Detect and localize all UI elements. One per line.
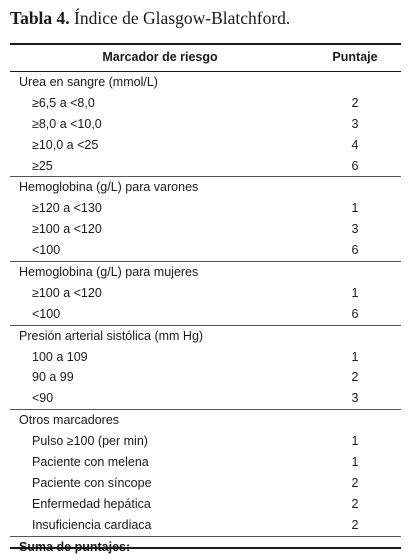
table-row [0,114,411,135]
table-body [0,72,411,557]
group-title: Hemoglobina (g/L) para mujeres [19,265,199,280]
table-row [0,347,411,368]
group-title: Presión arterial sistólica (mm Hg) [19,328,204,343]
group-title: Otros marcadores [19,413,120,428]
row-score: 6 [351,306,359,321]
row-score: 1 [351,201,359,216]
row-label: ≥120 a <130 [32,201,102,216]
row-label: Insuficiencia cardiaca [32,517,152,532]
row-label: ≥10,0 a <25 [32,137,99,152]
row-score: 2 [351,475,359,490]
table-row [0,283,411,304]
row-label: Enfermedad hepática [32,496,151,511]
row-score: 2 [351,496,359,511]
table-row [0,93,411,114]
row-score: 2 [351,517,359,532]
row-score: 1 [351,285,359,300]
table-row [0,135,411,156]
column-header-marker: Marcador de riesgo [102,50,218,64]
row-label: <100 [32,306,61,321]
table-row [0,156,411,177]
row-label: Paciente con melena [32,455,149,470]
table-row [0,219,411,240]
group-title-row [0,72,411,93]
row-label: 100 a 109 [32,349,88,364]
table-row [0,388,411,409]
group-title-row [0,410,411,431]
row-score: 6 [351,243,359,258]
group-title-row [0,326,411,347]
row-label: ≥6,5 a <8,0 [32,95,95,110]
table-row [0,431,411,452]
row-label: 90 a 99 [32,370,74,385]
table-row [0,452,411,473]
table-caption [10,7,290,29]
row-score: 2 [351,95,359,110]
row-label: ≥100 a <120 [32,285,102,300]
row-score: 3 [351,222,359,237]
row-score: 1 [351,434,359,449]
row-score: 2 [351,370,359,385]
row-score: 6 [351,158,359,173]
table-title: Índice de Glasgow-Blatchford. [74,8,291,28]
row-score: 3 [351,391,359,406]
row-label: ≥25 [32,158,53,173]
table-row [0,198,411,219]
table-row [0,240,411,261]
table-row [0,494,411,515]
table-row [0,367,411,388]
row-label: ≥8,0 a <10,0 [32,116,102,131]
row-label: Paciente con síncope [32,475,152,490]
row-label: <100 [32,243,61,258]
row-score: 4 [351,137,359,152]
row-label: <90 [32,391,54,406]
group-title-row [0,262,411,283]
row-score: 3 [351,116,359,131]
table-row [0,304,411,325]
bottom-rule [10,547,401,549]
table-row [0,473,411,494]
table-row [0,515,411,536]
group-title-row [0,177,411,198]
row-score: 1 [351,349,359,364]
column-header-score: Puntaje [332,50,378,64]
group-title: Urea en sangre (mmol/L) [19,75,158,89]
table-number: Tabla 4. [10,8,70,28]
group-title: Hemoglobina (g/L) para varones [19,180,199,195]
row-label: Pulso ≥100 (per min) [32,434,148,449]
row-label: ≥100 a <120 [32,222,102,237]
row-score: 1 [351,455,359,470]
